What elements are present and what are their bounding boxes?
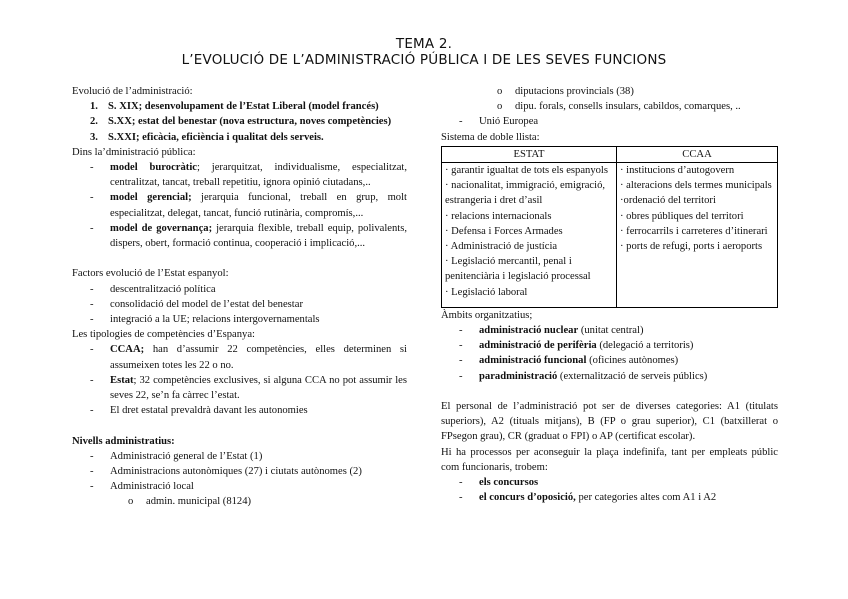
dash-marker: -: [459, 340, 463, 352]
title-line-1: TEMA 2.: [395, 36, 453, 52]
tipologies-heading: Les tipologies de competències d’Espanya:: [72, 329, 255, 341]
dash-marker: -: [459, 492, 463, 504]
nivells-sub-list: [72, 494, 407, 509]
table-cell-item: · ferrocarrils i carreteres d’itinerari: [620, 225, 768, 237]
list-item: [72, 373, 407, 403]
list-item-text: [110, 190, 407, 220]
list-item-term: el concurs d’oposició,: [479, 492, 576, 504]
circle-bullet: o: [497, 86, 503, 97]
dash-marker: -: [90, 374, 94, 386]
list-item: [72, 342, 407, 372]
list-item-text: [479, 369, 778, 384]
list-item-desc: (oficines autònomes): [586, 355, 679, 367]
list-item: [72, 403, 407, 418]
list-item-text: [479, 475, 778, 490]
item-number: 2.: [90, 116, 98, 128]
dash-marker: -: [90, 344, 94, 356]
list-item-desc: han d’assumir 22 competències, elles determinen si assumeixen totes les 22 o no.: [110, 344, 407, 371]
list-item-desc: ; jerarquitzat, individualisme, especialitzat, centralitzat, tancat, treball repetitiu, ignora opinió ciutadans,..: [110, 162, 407, 189]
sistema-heading: Sistema de doble llista:: [441, 131, 540, 143]
list-item-text: consolidació del model de l’estat del benestar: [110, 298, 303, 310]
list-item: - Unió Europea: [441, 114, 778, 129]
list-item-text: [110, 342, 407, 372]
item-number: 3.: [90, 131, 98, 143]
list-item: [441, 323, 778, 338]
list-item: [72, 449, 407, 464]
left-column: [72, 84, 407, 510]
list-item-term: administració de perifèria: [479, 340, 597, 352]
competencies-table: [441, 146, 778, 308]
item-text: S.XXI; eficàcia, eficiència i qualitat dels serveis.: [108, 131, 324, 143]
sub-list-item-text: diputacions provincials (38): [515, 86, 634, 97]
list-item-desc: (delegació a territoris): [596, 340, 694, 352]
right-column: [441, 84, 778, 505]
list-item: [72, 160, 407, 190]
list-item-term: els concursos: [479, 477, 539, 489]
sub-list-item: [441, 84, 778, 99]
list-item-term: administració funcional: [479, 355, 587, 367]
numbered-item: [72, 99, 407, 114]
ambits-list: [441, 323, 778, 384]
list-item: [72, 464, 407, 479]
local-sub-list: [441, 84, 778, 114]
table-cell-item: · institucions d’autogovern: [620, 165, 735, 177]
list-item-desc: El dret estatal prevaldrà davant les autonomies: [110, 405, 308, 417]
sub-list-item-text: admin. municipal (8124): [146, 496, 252, 508]
list-item-desc: ; 32 competències exclusives, si alguna CCA no pot assumir les seves 22, se’n fa càrrec l’estat.: [110, 374, 407, 402]
dash-marker: -: [90, 298, 94, 310]
list-item-text: descentralització política: [110, 283, 216, 295]
models-list: [72, 160, 407, 251]
circle-bullet: o: [128, 496, 134, 508]
dash-marker: -: [90, 450, 94, 462]
list-item-text: [479, 353, 778, 368]
list-item-text: Administració local: [110, 481, 194, 493]
evolucio-heading: Evolució de l’administració:: [72, 86, 193, 97]
table-cell-item: · nacionalitat, immigració, emigració, estrangeria i dret d’asil: [445, 180, 606, 207]
list-item: [72, 221, 407, 251]
evolucio-list: [72, 99, 407, 145]
ambits-heading: Àmbits organitzatius;: [441, 309, 533, 321]
table-cell-item: · alteracions dels termes municipals: [620, 180, 772, 192]
table-cell-item: ·ordenació del territori: [620, 195, 716, 207]
dash-marker: -: [459, 477, 463, 489]
item-text: S. XIX; desenvolupament de l’Estat Liberal (model francés): [108, 101, 379, 113]
sub-list-item-text: dipu. forals, consells insulars, cabildos, comarques, ..: [515, 101, 741, 113]
list-item: [441, 338, 778, 353]
unio-europea: Unió Europea: [479, 116, 539, 128]
list-item: [72, 479, 407, 494]
page-title: L’EVOLUCIÓ DE L’ADMINISTRACIÓ PÚBLICA I DE LES SEVES FUNCIONS: [181, 52, 667, 68]
dash-marker: -: [459, 355, 463, 367]
table-cell-item: · relacions internacionals: [445, 210, 552, 222]
sub-list-item: [441, 99, 778, 114]
item-number: 1.: [90, 101, 98, 113]
nivells-list: [72, 449, 407, 495]
table-header-ccaa: CCAA: [617, 146, 778, 162]
list-item-desc: jerarquia flexible, treball equip, polivalents, dispers, obert, formació continua, cooperació i implicació,...: [110, 222, 407, 250]
list-item-text: [479, 323, 778, 338]
dash-marker: -: [459, 370, 463, 382]
list-item-text: [479, 338, 778, 353]
table-cell-item: · Administració de justícia: [445, 241, 558, 253]
list-item-text: [110, 221, 407, 251]
list-item: [72, 190, 407, 220]
list-item: [72, 297, 407, 312]
numbered-item: [72, 130, 407, 145]
list-item-term: Estat: [110, 374, 134, 386]
processos-paragraph: Hi ha processos per aconseguir la plaça indefinifa, tant per empleats públic com funcionaris, trobem:: [441, 446, 778, 473]
list-item-term: paradministració: [479, 370, 558, 382]
table-cell-item: · Defensa i Forces Armades: [445, 225, 563, 237]
dash-marker: -: [90, 222, 94, 234]
list-item-text: [110, 160, 407, 190]
list-item-desc: per categories altes com A1 i A2: [575, 492, 717, 504]
table-cell-item: · Legislació laboral: [445, 286, 528, 298]
circle-bullet: o: [497, 101, 503, 113]
list-item-term: model burocràtic: [110, 162, 197, 174]
list-item-text: integració a la UE; relacions intergovernamentals: [110, 314, 320, 326]
list-item-text: Administració general de l’Estat (1): [110, 450, 263, 462]
personal-paragraph: El personal de l’administració pot ser de diverses categories: A1 (titulats superiors), A2 (tituals mitjans), B (FP o grau superior), C1 (batxillerat o FPsegon grau), CR (graduat o FPI) o AP (certificat escolar).: [441, 401, 778, 443]
dash-marker: -: [90, 314, 94, 326]
list-item: [441, 490, 778, 505]
nivells-heading: Nivells administratius:: [72, 435, 175, 447]
table-cell-item: · garantir igualtat de tots els espanyols: [445, 165, 608, 177]
list-item-desc: jerarquia funcional, treball en grup, molt especialitzat, delegat, tancat, funció rutinària, compromís,...: [110, 192, 407, 219]
list-item-desc: (externalització de serveis públics): [557, 370, 708, 382]
list-item-desc: (unitat central): [578, 325, 644, 337]
table-cell-item: · obres públiques del territori: [620, 210, 744, 222]
list-item-term: model de governança;: [110, 222, 213, 234]
list-item-text: [110, 403, 407, 418]
item-text: S.XX; estat del benestar (nova estructura, noves competències): [108, 116, 392, 128]
list-item-text: [110, 373, 407, 403]
factors-list: [72, 282, 407, 328]
dash-marker: -: [90, 192, 94, 204]
ccaa-cell: [617, 163, 778, 308]
dash-marker: -: [90, 405, 94, 417]
dash-marker: -: [90, 283, 94, 295]
dins-heading: Dins la’dministració pública:: [72, 146, 196, 158]
list-item-term: administració nuclear: [479, 325, 579, 337]
list-item: [441, 353, 778, 368]
table-cell-item: · Legislació mercantil, penal i penitenciària i legislació processal: [445, 256, 591, 283]
dash-marker: -: [459, 325, 463, 337]
sub-list-item: [72, 494, 407, 509]
list-item-text: Administracions autonòmiques (27) i ciutats autònomes (2): [110, 466, 362, 478]
estat-cell: [442, 163, 617, 308]
dash-marker: -: [90, 466, 94, 478]
list-item: [441, 369, 778, 384]
numbered-item: [72, 114, 407, 129]
table-cell-item: · ports de refugi, ports i aeroports: [620, 241, 763, 253]
list-item-text: [479, 490, 778, 505]
dash-marker: -: [90, 481, 94, 493]
processos-list: [441, 475, 778, 505]
factors-heading: Factors evolució de l’Estat espanyol:: [72, 268, 229, 280]
list-item-term: model gerencial;: [110, 192, 192, 204]
list-item: [72, 282, 407, 297]
table-header-estat: ESTAT: [442, 146, 617, 162]
list-item: [72, 312, 407, 327]
dash-marker: -: [90, 162, 94, 174]
list-item-term: CCAA;: [110, 344, 145, 356]
tipologies-list: [72, 342, 407, 418]
list-item: [441, 475, 778, 490]
